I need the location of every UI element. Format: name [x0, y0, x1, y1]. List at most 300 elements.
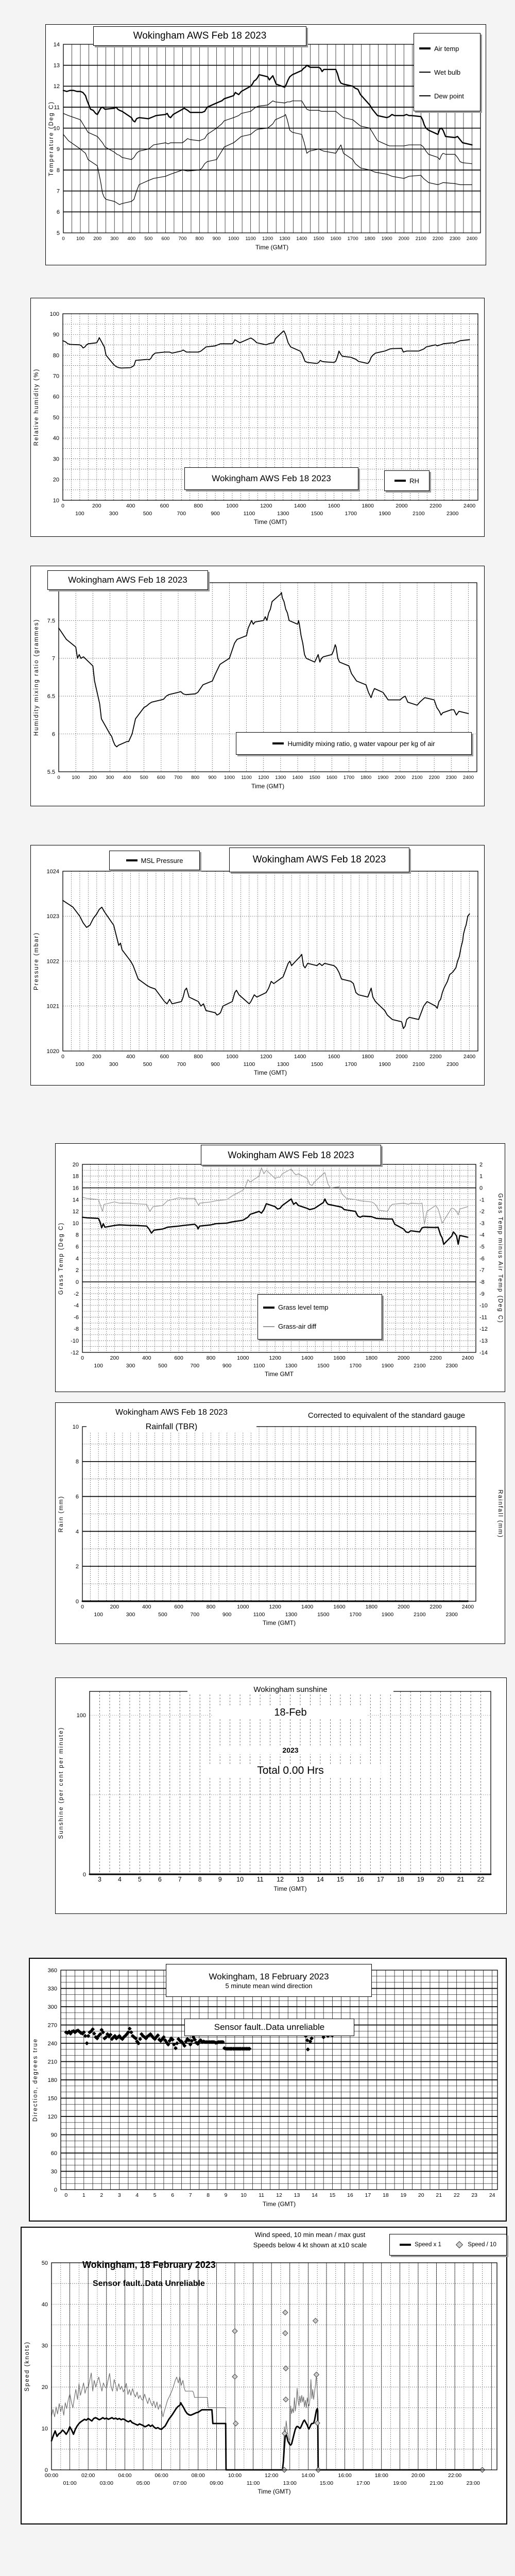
svg-text:11: 11	[256, 1876, 264, 1883]
wind-speed-subheader: Speeds below 4 kt shown at x10 scale	[253, 2241, 367, 2249]
svg-text:7: 7	[178, 1876, 182, 1883]
svg-text:1023: 1023	[46, 913, 59, 920]
title-text: Wokingham AWS Feb 18 2023	[252, 854, 386, 865]
svg-text:1100: 1100	[243, 1061, 255, 1067]
svg-text:1400: 1400	[301, 1604, 314, 1610]
svg-text:Grass Temp minus Air Temp (Deg: Grass Temp minus Air Temp (Deg C)	[497, 1193, 503, 1324]
svg-text:-5: -5	[479, 1244, 485, 1250]
svg-text:Time (GMT): Time (GMT)	[273, 1885, 307, 1892]
humidity-mixing-ratio-chart	[30, 566, 485, 806]
svg-text:70: 70	[53, 373, 59, 380]
svg-text:400: 400	[142, 1355, 151, 1361]
svg-text:11: 11	[54, 104, 60, 111]
svg-text:1021: 1021	[46, 1003, 59, 1010]
svg-text:1800: 1800	[362, 503, 374, 509]
svg-text:900: 900	[211, 1061, 220, 1067]
svg-text:0: 0	[479, 1185, 483, 1192]
svg-text:19: 19	[417, 1876, 424, 1883]
svg-text:300: 300	[109, 511, 118, 517]
svg-text:300: 300	[106, 775, 114, 781]
svg-text:1400: 1400	[292, 775, 303, 781]
svg-text:300: 300	[109, 1061, 118, 1067]
svg-text:16: 16	[356, 1876, 364, 1883]
svg-text:19: 19	[400, 2192, 407, 2198]
svg-text:2300: 2300	[445, 775, 457, 781]
svg-text:20:00: 20:00	[411, 2472, 425, 2479]
svg-text:1000: 1000	[237, 1355, 249, 1361]
svg-text:2400: 2400	[462, 775, 474, 781]
svg-text:200: 200	[92, 503, 101, 509]
svg-text:21:00: 21:00	[430, 2480, 443, 2486]
svg-text:Pressure (mbar): Pressure (mbar)	[33, 931, 40, 991]
svg-text:-6: -6	[74, 1314, 79, 1321]
svg-text:09:00: 09:00	[210, 2480, 224, 2486]
rh-line-swatch	[394, 480, 406, 482]
svg-text:20: 20	[53, 477, 59, 483]
svg-text:1000: 1000	[237, 1604, 249, 1610]
svg-text:100: 100	[94, 1363, 103, 1369]
svg-text:Time (GMT): Time (GMT)	[253, 1069, 287, 1076]
svg-text:1000: 1000	[226, 1054, 238, 1060]
svg-text:4: 4	[75, 1256, 79, 1262]
svg-text:100: 100	[75, 1061, 84, 1067]
svg-text:1800: 1800	[365, 1604, 377, 1610]
svg-text:1200: 1200	[260, 503, 272, 509]
svg-text:9: 9	[224, 2192, 228, 2198]
svg-text:1600: 1600	[328, 503, 340, 509]
svg-text:1500: 1500	[317, 1612, 330, 1618]
svg-text:1100: 1100	[241, 775, 252, 781]
svg-text:90: 90	[50, 2132, 57, 2139]
svg-text:0: 0	[61, 503, 64, 509]
svg-text:80: 80	[53, 352, 59, 359]
svg-text:1200: 1200	[258, 775, 269, 781]
svg-text:90: 90	[53, 332, 59, 338]
svg-text:1200: 1200	[262, 236, 273, 242]
rainfall-plot	[56, 1403, 505, 1643]
svg-text:2100: 2100	[413, 1061, 425, 1067]
svg-text:0: 0	[57, 775, 60, 781]
svg-text:10: 10	[241, 2192, 247, 2198]
title-text: Wokingham AWS Feb 18 2023	[228, 1149, 354, 1160]
svg-text:800: 800	[194, 503, 203, 509]
svg-text:1600: 1600	[333, 1355, 346, 1361]
svg-text:2000: 2000	[396, 503, 408, 509]
svg-text:13: 13	[53, 62, 60, 69]
svg-text:-4: -4	[74, 1302, 79, 1309]
svg-text:2000: 2000	[394, 775, 406, 781]
svg-text:2000: 2000	[396, 1054, 408, 1060]
svg-text:1300: 1300	[285, 1363, 298, 1369]
svg-text:2400: 2400	[463, 1054, 476, 1060]
svg-text:500: 500	[140, 775, 148, 781]
svg-text:900: 900	[208, 775, 217, 781]
legend-item-mixing-ratio	[272, 740, 435, 748]
svg-text:600: 600	[161, 236, 170, 242]
legend-item-speed-div10	[455, 2242, 496, 2248]
svg-text:5: 5	[138, 1876, 142, 1883]
svg-text:10: 10	[236, 1876, 244, 1883]
svg-text:Time (GMT): Time (GMT)	[258, 2488, 291, 2495]
svg-text:17: 17	[376, 1876, 384, 1883]
svg-text:12: 12	[276, 2192, 282, 2198]
svg-text:23:00: 23:00	[466, 2480, 480, 2486]
svg-text:700: 700	[190, 1612, 200, 1618]
svg-text:330: 330	[47, 1986, 57, 1992]
wind-speed-chart	[21, 2227, 507, 2524]
svg-text:Grass Temp (Deg C): Grass Temp (Deg C)	[58, 1222, 64, 1295]
wet-bulb-line-swatch	[419, 72, 431, 73]
svg-text:500: 500	[158, 1363, 167, 1369]
svg-text:3: 3	[97, 1876, 101, 1883]
pressure-legend	[109, 851, 200, 870]
svg-text:1600: 1600	[328, 1054, 340, 1060]
svg-text:1900: 1900	[381, 236, 392, 242]
grass-temperature-chart	[55, 1143, 505, 1392]
svg-text:7: 7	[52, 655, 55, 662]
svg-text:1500: 1500	[313, 236, 324, 242]
pressure-chart-title	[229, 848, 409, 872]
svg-text:Temperature (Deg C): Temperature (Deg C)	[48, 100, 55, 177]
svg-text:9: 9	[56, 146, 60, 153]
speed-div10-diamond-swatch	[456, 2241, 463, 2248]
svg-text:06:00: 06:00	[154, 2472, 168, 2479]
svg-text:300: 300	[47, 2004, 57, 2010]
svg-text:7: 7	[56, 188, 60, 195]
temperature-legend	[414, 33, 480, 111]
svg-text:Relative humidity (%): Relative humidity (%)	[33, 368, 40, 446]
svg-text:200: 200	[110, 1604, 119, 1610]
svg-text:Humidity mixing ratio (grammes: Humidity mixing ratio (grammes)	[33, 618, 40, 736]
wind-direction-plot	[30, 1959, 506, 2221]
sunshine-year: 2023	[213, 1746, 368, 1754]
svg-text:2: 2	[75, 1564, 79, 1570]
svg-text:16:00: 16:00	[338, 2472, 352, 2479]
svg-text:20: 20	[41, 2384, 48, 2391]
svg-text:1700: 1700	[343, 775, 354, 781]
mixing-ratio-line-swatch	[272, 742, 284, 744]
svg-text:18: 18	[382, 2192, 389, 2198]
svg-text:5.5: 5.5	[47, 769, 55, 775]
svg-text:500: 500	[144, 236, 153, 242]
svg-text:19:00: 19:00	[393, 2480, 407, 2486]
svg-text:10:00: 10:00	[228, 2472, 242, 2479]
svg-text:6: 6	[56, 209, 60, 216]
legend-label: Humidity mixing ratio, g water vapour per kg of air	[287, 739, 435, 748]
svg-text:-1: -1	[479, 1197, 485, 1204]
svg-text:Time (GMT): Time (GMT)	[255, 244, 289, 251]
svg-text:22: 22	[477, 1876, 485, 1883]
title-text: Wokingham, 18 February 2023	[209, 1971, 329, 1981]
svg-text:-12: -12	[479, 1326, 488, 1333]
legend-item-msl-pressure	[126, 857, 183, 865]
svg-text:1400: 1400	[301, 1355, 314, 1361]
svg-text:-11: -11	[479, 1314, 488, 1321]
svg-text:100: 100	[49, 311, 59, 317]
svg-text:360: 360	[47, 1967, 57, 1974]
svg-text:6: 6	[158, 1876, 162, 1883]
pressure-plot	[31, 845, 484, 1085]
svg-text:14: 14	[72, 1197, 79, 1204]
svg-text:1400: 1400	[296, 236, 307, 242]
svg-text:400: 400	[126, 1054, 135, 1060]
wind-speed-header: Wind speed, 10 min mean / max gust	[254, 2231, 366, 2239]
svg-text:10: 10	[53, 497, 59, 504]
svg-text:14: 14	[312, 2192, 318, 2198]
svg-text:2200: 2200	[432, 236, 443, 242]
svg-text:1: 1	[479, 1173, 483, 1180]
svg-text:Direction, degrees true: Direction, degrees true	[32, 2038, 39, 2122]
relative-humidity-chart	[30, 298, 485, 537]
legend-item-speed-x1	[400, 2242, 441, 2248]
msl-pressure-line-swatch	[126, 859, 138, 861]
svg-text:2: 2	[100, 2192, 104, 2198]
svg-text:1900: 1900	[381, 1612, 394, 1618]
svg-text:400: 400	[127, 236, 136, 242]
svg-text:10: 10	[41, 2426, 48, 2432]
svg-text:100: 100	[76, 1713, 86, 1719]
grass-chart-title	[201, 1145, 381, 1165]
svg-text:1200: 1200	[260, 1054, 272, 1060]
legend-label: Speed x 1	[415, 2242, 441, 2248]
svg-text:700: 700	[177, 511, 186, 517]
svg-text:1200: 1200	[269, 1355, 281, 1361]
svg-text:20: 20	[437, 1876, 444, 1883]
svg-text:1100: 1100	[243, 511, 255, 517]
svg-text:30: 30	[50, 2168, 57, 2175]
sunshine-chart-title: Wokingham sunshine	[187, 1685, 393, 1694]
svg-text:2200: 2200	[430, 1355, 442, 1361]
svg-text:20: 20	[72, 1161, 79, 1168]
svg-text:1800: 1800	[362, 1054, 374, 1060]
svg-text:7: 7	[188, 2192, 192, 2198]
svg-text:600: 600	[160, 1054, 169, 1060]
svg-text:1300: 1300	[277, 1061, 289, 1067]
svg-text:180: 180	[47, 2077, 57, 2083]
svg-text:1500: 1500	[317, 1363, 330, 1369]
svg-text:2100: 2100	[414, 1612, 426, 1618]
svg-text:1600: 1600	[326, 775, 337, 781]
svg-text:14: 14	[53, 41, 60, 48]
legend-item-air-temp	[419, 45, 459, 53]
svg-text:200: 200	[89, 775, 97, 781]
svg-text:100: 100	[76, 236, 84, 242]
svg-text:6: 6	[75, 1494, 79, 1500]
svg-text:0: 0	[62, 236, 65, 242]
svg-text:22: 22	[453, 2192, 460, 2198]
svg-text:100: 100	[94, 1612, 103, 1618]
svg-text:100: 100	[75, 511, 84, 517]
svg-text:1000: 1000	[224, 775, 235, 781]
svg-text:13:00: 13:00	[283, 2480, 297, 2486]
svg-text:12: 12	[53, 83, 60, 90]
svg-text:1800: 1800	[360, 775, 372, 781]
svg-text:20: 20	[418, 2192, 424, 2198]
svg-text:2400: 2400	[461, 1604, 474, 1610]
svg-text:30: 30	[53, 456, 59, 463]
svg-text:2300: 2300	[446, 1061, 459, 1067]
grass-temp-line-swatch	[263, 1307, 274, 1309]
svg-text:08:00: 08:00	[191, 2472, 205, 2479]
svg-text:60: 60	[53, 394, 59, 400]
svg-text:-7: -7	[479, 1267, 485, 1274]
svg-text:9: 9	[218, 1876, 222, 1883]
svg-text:0: 0	[81, 1604, 84, 1610]
legend-label: Grass-air diff	[278, 1323, 317, 1330]
svg-text:6: 6	[75, 1244, 79, 1250]
svg-text:400: 400	[123, 775, 131, 781]
svg-text:03:00: 03:00	[99, 2480, 113, 2486]
svg-text:500: 500	[158, 1612, 167, 1618]
legend-label: Air temp	[434, 44, 459, 53]
svg-text:15: 15	[329, 2192, 336, 2198]
legend-label: Grass level temp	[278, 1303, 329, 1311]
svg-text:1000: 1000	[226, 503, 238, 509]
svg-text:1020: 1020	[46, 1048, 59, 1055]
svg-text:Time GMT: Time GMT	[264, 1370, 294, 1378]
svg-text:3: 3	[117, 2192, 121, 2198]
svg-text:800: 800	[195, 236, 204, 242]
svg-text:0: 0	[75, 1598, 79, 1605]
svg-text:5: 5	[56, 230, 60, 236]
temperature-chart	[45, 24, 486, 265]
wind-direction-title-box	[166, 1964, 372, 1997]
svg-text:18: 18	[397, 1876, 404, 1883]
svg-text:10: 10	[72, 1423, 79, 1430]
svg-text:14:00: 14:00	[301, 2472, 315, 2479]
svg-text:2400: 2400	[461, 1355, 474, 1361]
svg-text:Rain (mm): Rain (mm)	[58, 1495, 64, 1533]
svg-text:40: 40	[53, 435, 59, 442]
svg-text:-8: -8	[479, 1279, 485, 1285]
svg-text:0: 0	[81, 1355, 84, 1361]
mixing-legend	[236, 732, 472, 755]
svg-text:500: 500	[143, 1061, 152, 1067]
svg-text:5: 5	[153, 2192, 157, 2198]
svg-text:2200: 2200	[430, 503, 442, 509]
svg-text:-4: -4	[479, 1232, 485, 1239]
svg-text:300: 300	[126, 1363, 135, 1369]
svg-text:400: 400	[126, 503, 135, 509]
svg-text:01:00: 01:00	[63, 2480, 77, 2486]
svg-text:600: 600	[157, 775, 165, 781]
svg-text:2300: 2300	[445, 1612, 458, 1618]
speed-x1-line-swatch	[400, 2244, 411, 2246]
svg-text:1900: 1900	[381, 1363, 394, 1369]
svg-text:4: 4	[135, 2192, 139, 2198]
svg-text:600: 600	[174, 1355, 183, 1361]
temperature-chart-title	[93, 26, 306, 46]
svg-text:11: 11	[259, 2192, 264, 2198]
svg-text:1200: 1200	[269, 1604, 281, 1610]
grass-air-diff-line-swatch	[263, 1326, 274, 1327]
relative-humidity-plot	[31, 298, 484, 536]
grass-legend	[258, 1294, 382, 1340]
svg-text:600: 600	[160, 503, 169, 509]
pressure-chart	[30, 845, 485, 1086]
rainfall-chart	[55, 1402, 505, 1644]
svg-text:2100: 2100	[414, 1363, 426, 1369]
svg-text:2400: 2400	[463, 503, 476, 509]
svg-text:300: 300	[110, 236, 119, 242]
svg-text:1700: 1700	[345, 1061, 357, 1067]
svg-text:-6: -6	[479, 1256, 485, 1262]
svg-text:17: 17	[365, 2192, 371, 2198]
legend-label: Dew point	[434, 92, 464, 100]
svg-text:Time (GMT): Time (GMT)	[262, 2200, 296, 2208]
svg-text:-2: -2	[74, 1291, 79, 1297]
svg-text:2100: 2100	[415, 236, 426, 242]
svg-text:900: 900	[212, 236, 221, 242]
svg-text:30: 30	[41, 2343, 48, 2349]
svg-text:8: 8	[75, 1459, 79, 1465]
rain-chart-title: Wokingham AWS Feb 18 2023	[87, 1408, 256, 1417]
svg-text:800: 800	[206, 1355, 216, 1361]
svg-text:Rainfall (mm): Rainfall (mm)	[497, 1489, 503, 1538]
svg-text:21: 21	[457, 1876, 465, 1883]
rh-chart-title	[184, 467, 358, 490]
svg-text:1900: 1900	[379, 511, 391, 517]
svg-text:22:00: 22:00	[448, 2472, 462, 2479]
svg-text:2000: 2000	[398, 236, 409, 242]
svg-text:1300: 1300	[277, 511, 289, 517]
svg-text:1100: 1100	[253, 1363, 265, 1369]
svg-text:14: 14	[316, 1876, 324, 1883]
svg-text:2300: 2300	[445, 1363, 458, 1369]
legend-item-dew-point	[419, 92, 464, 100]
svg-text:1900: 1900	[379, 1061, 391, 1067]
svg-text:700: 700	[190, 1363, 200, 1369]
rh-legend	[384, 470, 430, 491]
svg-text:-10: -10	[71, 1338, 79, 1345]
svg-text:00:00: 00:00	[44, 2472, 59, 2479]
title-text: Wokingham AWS Feb 18 2023	[212, 473, 331, 483]
svg-text:0: 0	[64, 2192, 68, 2198]
svg-text:1600: 1600	[330, 236, 341, 242]
svg-text:1900: 1900	[377, 775, 389, 781]
humidity-mixing-ratio-plot	[31, 566, 484, 806]
svg-text:16: 16	[347, 2192, 353, 2198]
svg-text:1400: 1400	[294, 503, 306, 509]
svg-text:60: 60	[50, 2150, 57, 2157]
svg-text:8: 8	[56, 167, 60, 174]
svg-text:700: 700	[177, 1061, 186, 1067]
sunshine-chart	[55, 1677, 507, 1914]
svg-text:1400: 1400	[294, 1054, 306, 1060]
svg-text:2300: 2300	[446, 511, 459, 517]
legend-label: Speed / 10	[468, 2242, 496, 2248]
svg-text:1800: 1800	[365, 1355, 377, 1361]
svg-text:200: 200	[93, 236, 102, 242]
svg-text:2200: 2200	[428, 775, 440, 781]
svg-text:1100: 1100	[253, 1612, 265, 1618]
svg-text:6.5: 6.5	[47, 693, 55, 700]
svg-text:1700: 1700	[347, 236, 358, 242]
svg-text:1300: 1300	[275, 775, 286, 781]
svg-text:15:00: 15:00	[319, 2480, 334, 2486]
svg-text:0: 0	[61, 1054, 64, 1060]
svg-text:-14: -14	[479, 1349, 488, 1356]
wind-direction-chart	[29, 1958, 507, 2222]
svg-text:12:00: 12:00	[265, 2472, 279, 2479]
svg-text:13: 13	[297, 1876, 304, 1883]
svg-text:07:00: 07:00	[173, 2480, 187, 2486]
svg-text:18: 18	[72, 1173, 79, 1180]
svg-text:40: 40	[41, 2301, 48, 2308]
svg-text:-9: -9	[479, 1291, 485, 1297]
wind-speed-title: Wokingham, 18 February 2023	[82, 2260, 216, 2270]
svg-text:1800: 1800	[364, 236, 375, 242]
